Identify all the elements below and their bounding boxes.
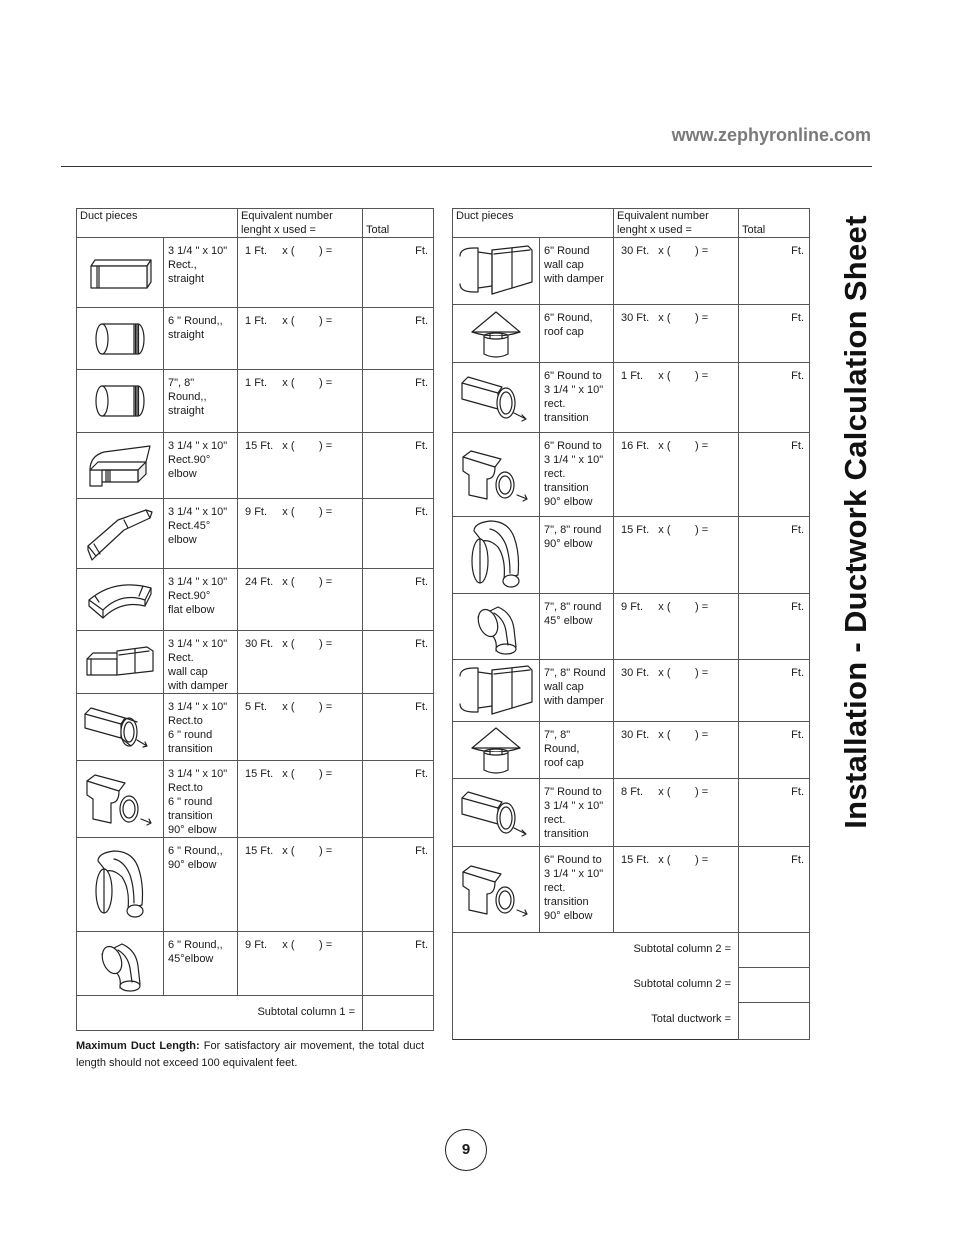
equivalent-length-formula[interactable]: 30 Ft. x ( ) = — [238, 631, 363, 694]
duct-illustration — [77, 238, 164, 308]
max-duct-length-note — [76, 1038, 424, 1072]
duct-description: 7", 8" Round wall cap with damper — [540, 660, 614, 722]
header-equivalent-line1: Equivalent number — [241, 210, 333, 222]
round-straight-icon — [77, 320, 163, 358]
duct-description: 3 1/4 " x 10" Rect.90° elbow — [164, 433, 238, 499]
table-row — [77, 308, 434, 370]
row-total-field[interactable]: Ft. — [739, 660, 810, 722]
round-wall-cap-icon — [453, 242, 539, 300]
duct-illustration — [77, 499, 164, 569]
transition-90-elbow-icon — [453, 858, 539, 922]
table-row — [77, 569, 434, 631]
table-row — [77, 631, 434, 694]
table-row — [77, 433, 434, 499]
table-row — [453, 517, 810, 594]
duct-description: 3 1/4 " x 10" Rect.to 6 " round transition — [164, 694, 238, 761]
equivalent-length-formula[interactable]: 5 Ft. x ( ) = — [238, 694, 363, 761]
page-title — [836, 208, 876, 836]
equivalent-length-formula[interactable]: 30 Ft. x ( ) = — [614, 238, 739, 305]
page-number: 9 — [445, 1129, 487, 1171]
summary-row — [453, 933, 810, 968]
duct-description: 7", 8" round 90° elbow — [540, 517, 614, 594]
duct-description: 3 1/4 " x 10" Rect.90° flat elbow — [164, 569, 238, 631]
duct-illustration — [453, 305, 540, 363]
table-header-row — [77, 209, 434, 238]
transition-90-elbow-icon — [453, 443, 539, 507]
duct-illustration — [453, 847, 540, 933]
subtotal-label: Subtotal column 2 = — [453, 933, 739, 968]
row-total-field[interactable]: Ft. — [363, 238, 434, 308]
duct-illustration — [77, 631, 164, 694]
round-wall-cap-icon — [453, 662, 539, 720]
table-row — [453, 238, 810, 305]
row-total-field[interactable]: Ft. — [363, 694, 434, 761]
round-90-elbow-icon — [77, 847, 163, 923]
duct-illustration — [77, 838, 164, 932]
duct-description: 6 " Round,, 45°elbow — [164, 932, 238, 996]
duct-description: 3 1/4 " x 10" Rect.45° elbow — [164, 499, 238, 569]
equivalent-length-formula[interactable]: 30 Ft. x ( ) = — [614, 722, 739, 779]
duct-illustration — [77, 370, 164, 433]
duct-illustration — [453, 363, 540, 433]
row-total-field[interactable]: Ft. — [739, 305, 810, 363]
header-total: Total — [739, 209, 810, 238]
website-url: www.zephyronline.com — [671, 125, 871, 145]
duct-illustration — [453, 594, 540, 660]
duct-description: 6" Round, roof cap — [540, 305, 614, 363]
duct-illustration — [453, 722, 540, 779]
round-straight-icon — [77, 382, 163, 420]
duct-illustration — [77, 308, 164, 370]
duct-description: 7" Round to 3 1/4 " x 10" rect. transition — [540, 779, 614, 847]
rect-flat-elbow-icon — [77, 574, 163, 626]
duct-illustration — [77, 569, 164, 631]
table-row — [453, 363, 810, 433]
duct-description: 3 1/4 " x 10" Rect., straight — [164, 238, 238, 308]
equivalent-length-formula[interactable]: 1 Ft. x ( ) = — [238, 308, 363, 370]
header-duct-pieces: Duct pieces — [77, 209, 238, 238]
subtotal-field[interactable] — [739, 968, 810, 1003]
duct-illustration — [453, 238, 540, 305]
header-divider — [61, 166, 872, 167]
rect-straight-icon — [77, 256, 163, 290]
equivalent-length-formula[interactable]: 1 Ft. x ( ) = — [614, 363, 739, 433]
table-row — [453, 847, 810, 933]
duct-description: 6 " Round,, straight — [164, 308, 238, 370]
equivalent-length-formula[interactable]: 1 Ft. x ( ) = — [238, 238, 363, 308]
header-equivalent — [614, 209, 739, 238]
row-total-field[interactable]: Ft. — [363, 761, 434, 838]
duct-description: 6" Round to 3 1/4 " x 10" rect. transition 90° elbow — [540, 847, 614, 933]
ductwork-table-left — [76, 208, 434, 1031]
total-ductwork-field[interactable] — [739, 1003, 810, 1040]
table-row — [77, 238, 434, 308]
table-row — [453, 594, 810, 660]
equivalent-length-formula[interactable]: 9 Ft. x ( ) = — [238, 499, 363, 569]
duct-description: 7", 8" Round, roof cap — [540, 722, 614, 779]
round-45-elbow-icon — [77, 936, 163, 992]
table-header-row — [453, 209, 810, 238]
table-row — [453, 722, 810, 779]
equivalent-length-formula[interactable]: 15 Ft. x ( ) = — [614, 847, 739, 933]
subtotal-label: Subtotal column 2 = — [453, 968, 739, 1003]
note-text: For satisfactory air movement, the total duct length should not exceed 100 equivalent feet. — [76, 1040, 425, 1069]
equivalent-length-formula[interactable]: 16 Ft. x ( ) = — [614, 433, 739, 517]
row-total-field[interactable]: Ft. — [739, 722, 810, 779]
duct-description: 7", 8" Round,, straight — [164, 370, 238, 433]
equivalent-length-formula[interactable]: 9 Ft. x ( ) = — [614, 594, 739, 660]
table-row — [77, 499, 434, 569]
header-equivalent — [238, 209, 363, 238]
duct-description: 7", 8" round 45° elbow — [540, 594, 614, 660]
subtotal-field[interactable] — [739, 933, 810, 968]
duct-description: 6 " Round,, 90° elbow — [164, 838, 238, 932]
subtotal-field[interactable] — [363, 996, 434, 1031]
round-45-elbow-icon — [453, 599, 539, 655]
equivalent-length-formula[interactable]: 8 Ft. x ( ) = — [614, 779, 739, 847]
table-row — [453, 660, 810, 722]
table-row — [453, 305, 810, 363]
equivalent-length-formula[interactable]: 30 Ft. x ( ) = — [614, 660, 739, 722]
row-total-field[interactable]: Ft. — [739, 594, 810, 660]
duct-description: 6" Round wall cap with damper — [540, 238, 614, 305]
duct-illustration — [453, 779, 540, 847]
duct-illustration — [453, 660, 540, 722]
duct-illustration — [77, 932, 164, 996]
table-row — [77, 761, 434, 838]
equivalent-length-formula[interactable]: 24 Ft. x ( ) = — [238, 569, 363, 631]
row-total-field[interactable]: Ft. — [363, 838, 434, 932]
equivalent-length-formula[interactable]: 15 Ft. x ( ) = — [238, 838, 363, 932]
duct-illustration — [453, 433, 540, 517]
row-total-field[interactable]: Ft. — [739, 517, 810, 594]
header-equivalent-line2: lenght x used = — [241, 224, 316, 236]
row-total-field[interactable]: Ft. — [739, 779, 810, 847]
duct-illustration — [453, 517, 540, 594]
row-total-field[interactable]: Ft. — [363, 499, 434, 569]
roof-cap-icon — [453, 306, 539, 362]
subtotal-label: Subtotal column 1 = — [77, 996, 363, 1031]
duct-description: 6" Round to 3 1/4 " x 10" rect. transition 90° elbow — [540, 433, 614, 517]
header-total: Total — [363, 209, 434, 238]
equivalent-length-formula[interactable]: 30 Ft. x ( ) = — [614, 305, 739, 363]
row-total-field[interactable]: Ft. — [363, 569, 434, 631]
round-rect-transition-icon — [453, 369, 539, 427]
page-title-text: Installation - Ductwork Calculation Sheet — [838, 215, 873, 829]
subtotal-row — [77, 996, 434, 1031]
round-rect-transition-icon — [453, 784, 539, 842]
equivalent-length-formula[interactable]: 15 Ft. x ( ) = — [614, 517, 739, 594]
table-row — [77, 932, 434, 996]
duct-illustration — [77, 694, 164, 761]
row-total-field[interactable]: Ft. — [363, 308, 434, 370]
equivalent-length-formula[interactable]: 15 Ft. x ( ) = — [238, 761, 363, 838]
duct-illustration — [77, 761, 164, 838]
table-row — [77, 838, 434, 932]
rect-round-transition-icon — [77, 700, 163, 754]
row-total-field[interactable]: Ft. — [739, 433, 810, 517]
summary-row — [453, 968, 810, 1003]
rect-45-elbow-icon — [77, 506, 163, 562]
ductwork-table-right — [452, 208, 810, 1040]
row-total-field[interactable]: Ft. — [363, 631, 434, 694]
rect-90-elbow-icon — [77, 440, 163, 492]
duct-illustration — [77, 433, 164, 499]
table-row — [77, 370, 434, 433]
duct-description: 3 1/4 " x 10" Rect. wall cap with damper — [164, 631, 238, 694]
equivalent-length-formula[interactable]: 9 Ft. x ( ) = — [238, 932, 363, 996]
total-ductwork-label: Total ductwork = — [453, 1003, 739, 1040]
header-equivalent-line1: Equivalent number — [617, 210, 709, 222]
note-heading: Maximum Duct Length: — [76, 1040, 200, 1052]
duct-description: 3 1/4 " x 10" Rect.to 6 " round transition 90° elbow — [164, 761, 238, 838]
row-total-field[interactable]: Ft. — [363, 433, 434, 499]
row-total-field[interactable]: Ft. — [739, 847, 810, 933]
equivalent-length-formula[interactable]: 15 Ft. x ( ) = — [238, 433, 363, 499]
table-row — [453, 779, 810, 847]
duct-description: 6" Round to 3 1/4 " x 10" rect. transition — [540, 363, 614, 433]
row-total-field[interactable]: Ft. — [363, 932, 434, 996]
header-equivalent-line2: lenght x used = — [617, 224, 692, 236]
header-duct-pieces: Duct pieces — [453, 209, 614, 238]
table-row — [453, 433, 810, 517]
roof-cap-icon — [453, 722, 539, 778]
row-total-field[interactable]: Ft. — [739, 238, 810, 305]
row-total-field[interactable]: Ft. — [739, 363, 810, 433]
row-total-field[interactable]: Ft. — [363, 370, 434, 433]
equivalent-length-formula[interactable]: 1 Ft. x ( ) = — [238, 370, 363, 433]
round-90-elbow-icon — [453, 517, 539, 593]
transition-90-elbow-icon — [77, 767, 163, 831]
summary-row — [453, 1003, 810, 1040]
rect-wall-cap-icon — [77, 641, 163, 683]
table-row — [77, 694, 434, 761]
